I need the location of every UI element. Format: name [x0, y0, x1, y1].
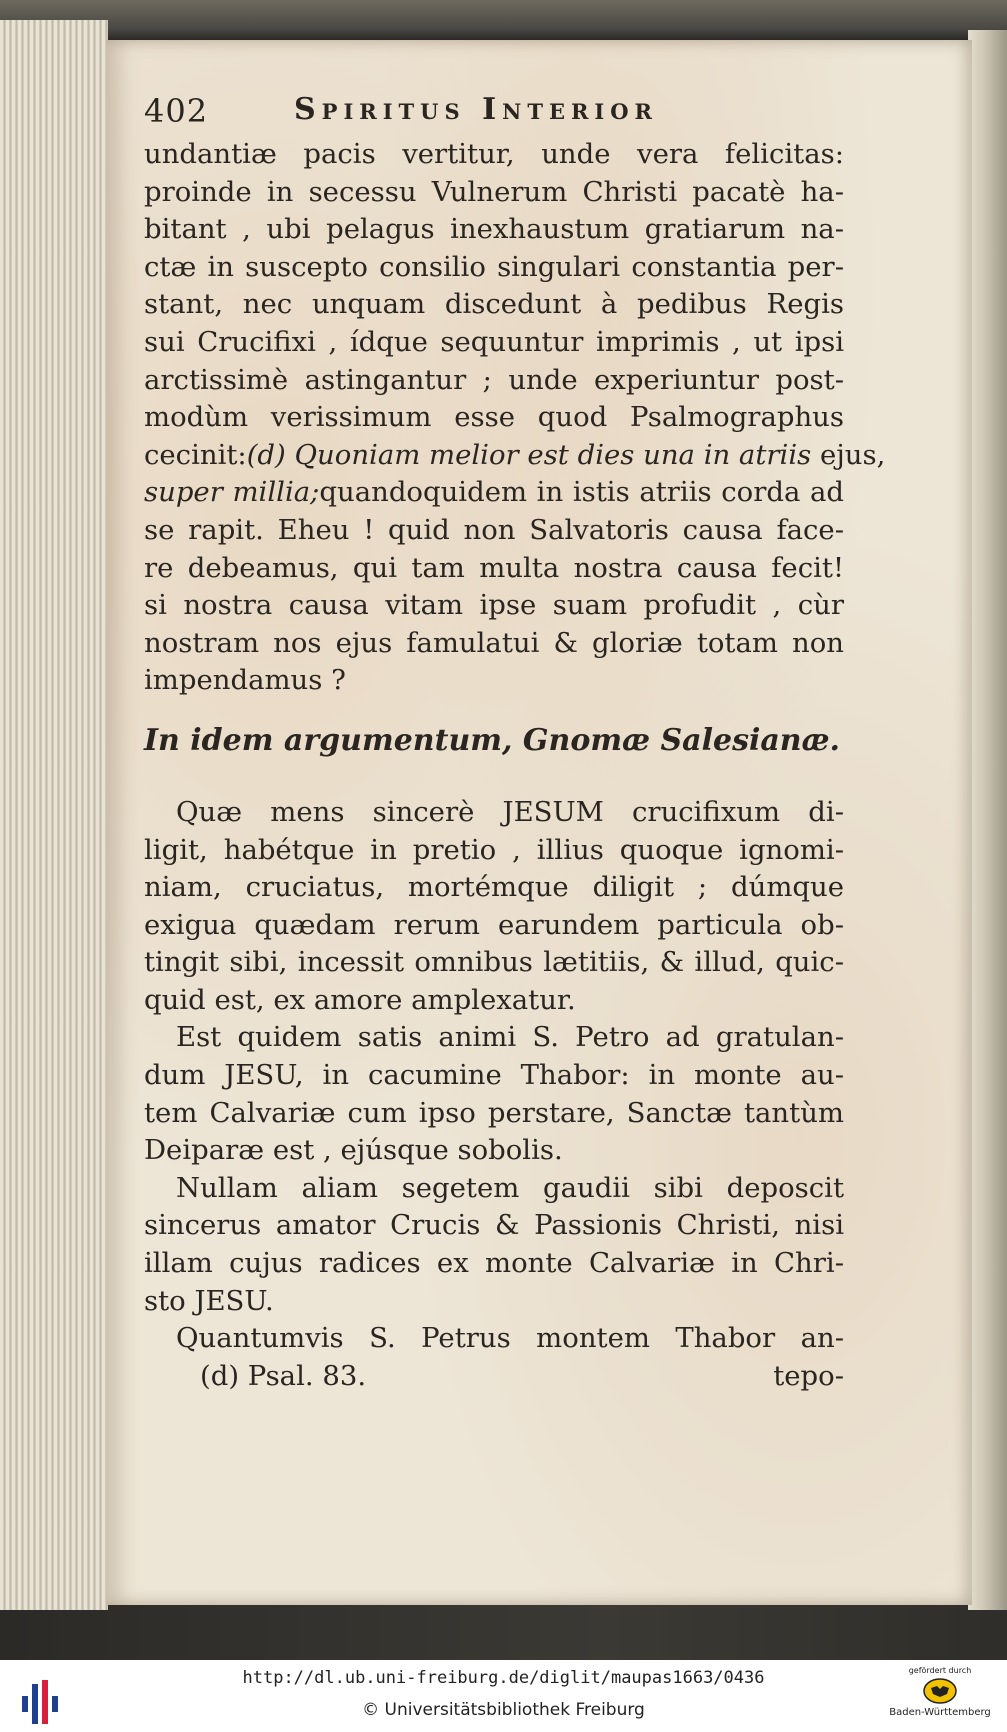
catchword: tepo-: [773, 1359, 844, 1392]
text-line: exigua quædam rerum earundem particula ob-: [144, 908, 844, 941]
sponsor-label: gefördert durch: [908, 1666, 972, 1675]
text-fragment: cecinit:: [144, 438, 247, 471]
text-line: illam cujus radices ex monte Calvariæ in Chri-: [144, 1247, 844, 1280]
text-line: dum JESU, in cacumine Thabor: in monte au-: [144, 1059, 844, 1092]
text-line: proinde in secessu Vulnerum Christi pacatè ha-: [144, 175, 844, 208]
page-number: 402: [144, 92, 209, 130]
text-fragment: quandoquidem in istis atriis corda ad: [319, 476, 844, 509]
page-body: [144, 136, 886, 1395]
text-line: bitant , ubi pelagus inexhaustum gratiarum na-: [144, 213, 844, 246]
text-line-quote: [144, 437, 886, 475]
text-line: arctissimè astingantur ; unde experiuntur post-: [144, 363, 844, 396]
section-heading: In idem argumentum, Gnomæ Salesianæ.: [144, 722, 841, 758]
sponsor-logo: [880, 1666, 1000, 1728]
psalm-quote: super millia;: [144, 476, 320, 509]
psalm-quote: (d) Quoniam melior est dies una in atriis: [246, 438, 812, 471]
text-line: si nostra causa vitam ipse suam profudit , cùr: [144, 589, 844, 622]
copyright-notice: © Universitätsbibliothek Freiburg: [362, 1700, 645, 1720]
book-top-edge: [0, 0, 1007, 40]
text-line: tingit sibi, incessit omnibus lætitiis, & illud, quic-: [144, 946, 844, 979]
footnote: (d) Psal. 83.: [200, 1359, 367, 1392]
crest-icon: [923, 1678, 957, 1704]
text-line: stant, nec unquam discedunt à pedibus Regis: [144, 288, 844, 321]
text-line: Nullam aliam segetem gaudii sibi deposcit: [176, 1171, 844, 1204]
text-line: quid est, ex amore amplexatur.: [144, 983, 576, 1016]
text-line: se rapit. Eheu ! quid non Salvatoris causa face-: [144, 513, 844, 546]
text-line: Quæ mens sincerè JESUM crucifixum di-: [176, 795, 844, 828]
viewer-footer: [0, 1660, 1007, 1732]
text-line-quote: [144, 474, 844, 512]
text-line: nostram nos ejus famulatui & gloriæ totam non: [144, 626, 844, 659]
text-line: niam, cruciatus, mortémque diligit ; dúmque: [144, 871, 844, 904]
text-line: tem Calvariæ cum ipso perstare, Sanctæ tantùm: [144, 1096, 844, 1129]
text-fragment: ejus,: [811, 438, 886, 471]
text-line: undantiæ pacis vertitur, unde vera felicitas:: [144, 138, 844, 170]
text-line: re debeamus, qui tam multa nostra causa fecit!: [144, 551, 844, 584]
text-line: sto JESU.: [144, 1284, 274, 1317]
text-line: sui Crucifixi , ídque sequuntur imprimis , ut ipsi: [144, 325, 844, 358]
text-line: ctæ in suscepto consilio singulari constantia per-: [144, 250, 844, 283]
text-line: Deiparæ est , ejúsque sobolis.: [144, 1134, 563, 1167]
facing-page-edge: [968, 30, 1007, 1610]
page-foot: [144, 1358, 844, 1396]
text-line: Est quidem satis animi S. Petro ad gratulan-: [176, 1021, 844, 1054]
text-line: Quantumvis S. Petrus montem Thabor an-: [176, 1322, 844, 1355]
text-line: ligit, habétque in pretio , illius quoque ignomi-: [144, 833, 844, 866]
permalink-url[interactable]: http://dl.ub.uni-freiburg.de/diglit/maupas1663/0436: [242, 1668, 765, 1688]
running-title: Spiritus Interior: [294, 92, 658, 127]
page-stack-left: [0, 20, 108, 1610]
text-line: sincerus amator Crucis & Passionis Christi, nisi: [144, 1209, 844, 1242]
sponsor-name: Baden-Württemberg: [889, 1707, 991, 1718]
text-line: impendamus ?: [144, 664, 346, 697]
page-header: [144, 92, 844, 138]
text-line: modùm verissimum esse quod Psalmographus: [144, 401, 844, 434]
